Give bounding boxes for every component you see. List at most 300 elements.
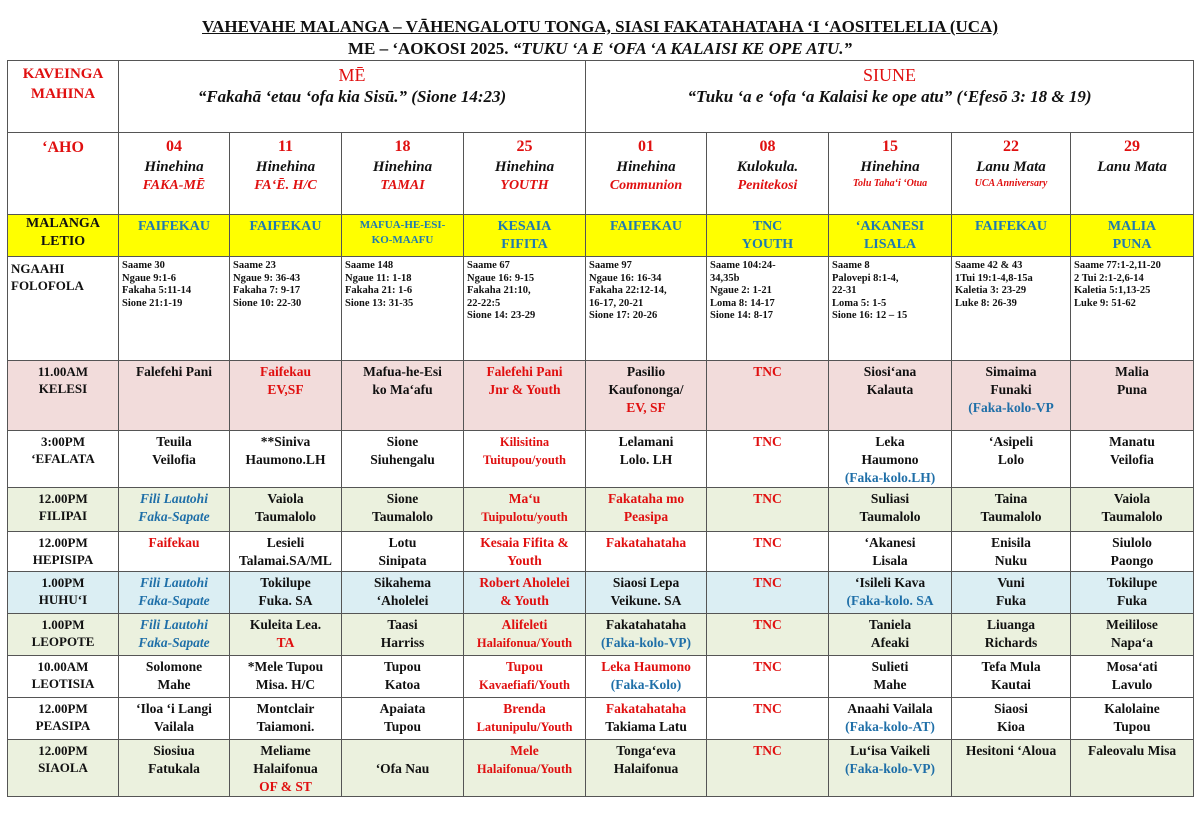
date-day: 04: [166, 138, 182, 155]
roster-table: [7, 60, 1194, 797]
scripture-reading: Sione 10: 22-30: [233, 297, 302, 309]
scripture-reading: Palovepi 8:1-4,: [832, 272, 899, 284]
date-colour: Hinehina: [616, 159, 676, 175]
radio-label-cell: [8, 215, 119, 257]
preacher-name: & Youth: [500, 593, 549, 608]
preacher-name: Taumalolo: [254, 509, 317, 524]
scripture-reading: Ngaue 16: 16-34: [589, 272, 662, 284]
preacher-name: (Faka-Kolo): [610, 677, 682, 692]
preacher-cell: [707, 614, 829, 656]
preacher-name: Takiama Latu: [605, 719, 687, 734]
scripture-reading: Fakaha 22:12-14,: [589, 285, 667, 296]
service-location-cell: [8, 656, 119, 698]
date-cell: [952, 133, 1071, 215]
preacher-name: Lu‘isa Vaikeli: [850, 743, 930, 758]
date-occasion: Communion: [609, 178, 683, 193]
preacher-cell: [464, 488, 586, 532]
preacher-name: Haumono: [861, 452, 919, 467]
service-location: LEOPOTE: [31, 634, 95, 649]
service-location-cell: [8, 431, 119, 488]
scripture-reading: Fakaha 7: 9-17: [233, 285, 301, 296]
preacher-name: Veikune. SA: [610, 593, 682, 608]
date-day: 18: [394, 138, 411, 155]
preacher-cell: [586, 740, 707, 797]
preacher-cell: [1071, 488, 1194, 532]
radio-preacher: FAIFEKAU: [609, 219, 683, 234]
preacher-name: Fatukala: [148, 761, 200, 776]
preacher-cell: [829, 740, 952, 797]
month-name: MĒ: [338, 65, 366, 85]
preacher-cell: [342, 614, 464, 656]
preacher-name: Lelamani: [618, 434, 674, 449]
preacher-name: Mosa‘ati: [1106, 659, 1158, 674]
scripture-reading: 22-31: [832, 285, 857, 296]
service-row: [8, 698, 1194, 740]
preacher-name: Brenda: [503, 701, 546, 716]
preacher-cell: [464, 656, 586, 698]
radio-preacher: MALIA: [1107, 219, 1157, 234]
readings-label-cell: [8, 257, 119, 361]
preacher-name: Mafua-he-Esi: [363, 364, 442, 379]
preacher-name: Pasilio: [626, 364, 666, 379]
preacher-name: Enisila: [991, 535, 1031, 550]
preacher-cell: [829, 656, 952, 698]
date-cell: [342, 133, 464, 215]
service-time: 12.00PM: [38, 701, 88, 716]
preacher-cell: [707, 361, 829, 431]
preacher-name: EV, SF: [626, 400, 666, 415]
preacher-cell: [342, 656, 464, 698]
preacher-name: Mahe: [157, 677, 191, 692]
service-location-cell: [8, 361, 119, 431]
preacher-cell: [342, 740, 464, 797]
preacher-name: Vaiola: [267, 491, 304, 506]
preacher-name: Siaosi Lepa: [612, 575, 680, 590]
scripture-reading: Ngaue 11: 1-18: [345, 272, 412, 284]
service-row: [8, 572, 1194, 614]
preacher-name: Taina: [994, 491, 1028, 506]
scripture-reading: Sione 16: 12 – 15: [832, 310, 908, 321]
preacher-name: EV,SF: [267, 382, 304, 397]
date-cell: [464, 133, 586, 215]
preacher-name: Kilisitina: [499, 435, 550, 449]
preacher-name: Richards: [984, 635, 1038, 650]
date-occasion: FA‘Ē. H/C: [254, 178, 317, 193]
preacher-name: Alifeleti: [501, 617, 548, 632]
preacher-name: Fuka. SA: [258, 593, 313, 608]
readings-cell: [119, 257, 230, 361]
preacher-cell: [707, 740, 829, 797]
preacher-name: Harriss: [380, 635, 425, 650]
kaveinga-label: KAVEINGA: [22, 66, 104, 82]
preacher-name: Tuitupou/youth: [483, 453, 566, 467]
scripture-reading: Ngaue 2: 1-21: [710, 285, 772, 296]
scripture-reading: 22-22:5: [467, 297, 501, 309]
preacher-name: Sinipata: [378, 553, 427, 568]
preacher-name: Mahe: [873, 677, 907, 692]
scripture-reading: Saame 148: [345, 260, 394, 271]
preacher-name: Lolo. LH: [619, 452, 673, 467]
preacher-name: Funaki: [990, 382, 1032, 397]
preacher-name: Lisala: [872, 553, 908, 568]
preacher-name: TNC: [753, 743, 782, 758]
preacher-name: Veilofia: [152, 452, 196, 467]
scripture-reading: Saame 67: [467, 260, 510, 271]
radio-preacher-cell: [119, 215, 230, 257]
month-header-row: [8, 61, 1194, 133]
date-colour: Hinehina: [255, 159, 316, 175]
preacher-name: Falefehi Pani: [135, 364, 213, 379]
scripture-reading: 2 Tui 2:1-2,6-14: [1074, 272, 1144, 284]
scripture-reading: Sione 17: 20-26: [589, 310, 658, 321]
scripture-reading: Luke 8: 26-39: [955, 297, 1017, 309]
preacher-cell: [119, 740, 230, 797]
preacher-name: Solomone: [145, 659, 203, 674]
scripture-reading: Kaletia 5:1,13-25: [1074, 285, 1151, 296]
preacher-cell: [230, 431, 342, 488]
preacher-cell: [464, 614, 586, 656]
preacher-name: Tupou: [1113, 719, 1151, 734]
date-cell: [1071, 133, 1194, 215]
date-cell: [586, 133, 707, 215]
preacher-cell: [119, 532, 230, 572]
preacher-name: Meililose: [1106, 617, 1158, 632]
preacher-name: Halaifonua: [253, 761, 318, 776]
service-location: SIAOLA: [38, 760, 88, 775]
preacher-name: TNC: [753, 364, 782, 379]
preacher-name: Simaima: [985, 364, 1037, 379]
radio-preacher-cell: [586, 215, 707, 257]
date-occasion: FAKA-MĒ: [142, 178, 206, 193]
radio-preacher-cell: [230, 215, 342, 257]
preacher-name: TA: [276, 635, 295, 650]
preacher-cell: [230, 698, 342, 740]
scripture-reading: Saame 23: [233, 260, 276, 271]
preacher-cell: [952, 698, 1071, 740]
scripture-reading: Loma 8: 14-17: [710, 297, 775, 309]
service-location: HEPISIPA: [32, 552, 94, 567]
preacher-name: TNC: [753, 659, 782, 674]
preacher-name: Sikahema: [373, 575, 431, 590]
preacher-name: Fili Lautohi: [140, 575, 208, 590]
scripture-reading: Saame 77:1-2,11-20: [1074, 260, 1161, 271]
readings-cell: [952, 257, 1071, 361]
preacher-name: Taumalolo: [859, 509, 921, 524]
service-time: 3:00PM: [40, 434, 86, 449]
month-theme: “Fakahā ‘etau ‘ofa kia Sisū.” (Sione 14:23): [197, 87, 507, 106]
preacher-cell: [1071, 698, 1194, 740]
preacher-cell: [707, 431, 829, 488]
date-colour: Hinehina: [372, 159, 433, 175]
preacher-cell: [829, 361, 952, 431]
preacher-cell: [952, 740, 1071, 797]
preacher-cell: [230, 656, 342, 698]
preacher-cell: [586, 431, 707, 488]
radio-preacher: FIFITA: [501, 237, 548, 252]
preacher-name: Faka-Sapate: [138, 509, 210, 524]
preacher-name: Tefa Mula: [981, 659, 1041, 674]
preacher-name: Halaifonua: [613, 761, 679, 776]
preacher-name: Afeaki: [870, 635, 910, 650]
preacher-cell: [230, 361, 342, 431]
preacher-cell: [586, 572, 707, 614]
service-time: 12.00PM: [38, 743, 88, 758]
scripture-reading: Saame 97: [589, 260, 632, 271]
preacher-name: ‘Asipeli: [988, 434, 1034, 449]
scripture-reading: 16-17, 20-21: [589, 297, 644, 309]
service-row: [8, 488, 1194, 532]
preacher-name: Vaiola: [1113, 491, 1151, 506]
preacher-cell: [230, 740, 342, 797]
preacher-name: Kaufononga/: [608, 382, 684, 397]
preacher-cell: [829, 614, 952, 656]
preacher-cell: [586, 361, 707, 431]
preacher-cell: [342, 572, 464, 614]
preacher-name: Suliasi: [870, 491, 910, 506]
preacher-name: Siulolo: [1112, 535, 1152, 550]
date-day: 15: [882, 138, 899, 155]
preacher-cell: [342, 698, 464, 740]
preacher-name: Tuipulotu/youth: [481, 510, 568, 524]
service-location-cell: [8, 614, 119, 656]
radio-preacher-cell: [1071, 215, 1194, 257]
document-subtitle: ME – ‘AOKOSI 2025. “TUKU ‘A E ‘OFA ‘A KALAISI KE OPE ATU.”: [347, 39, 853, 58]
preacher-name: TNC: [753, 701, 782, 716]
preacher-cell: [230, 488, 342, 532]
preacher-cell: [119, 488, 230, 532]
date-day: 22: [1003, 138, 1020, 155]
preacher-name: Misa. H/C: [255, 677, 316, 692]
preacher-name: (Faka-kolo-AT): [845, 719, 935, 734]
service-location-cell: [8, 698, 119, 740]
preacher-name: Meliame: [260, 743, 311, 758]
radio-preacher: FAIFEKAU: [137, 219, 211, 234]
preacher-name: Ma‘u: [508, 491, 541, 506]
date-day: 29: [1124, 138, 1141, 155]
preacher-cell: [829, 532, 952, 572]
date-occasion: TAMAI: [380, 178, 425, 193]
readings-cell: [342, 257, 464, 361]
date-day: 25: [516, 138, 533, 155]
preacher-name: Kioa: [997, 719, 1025, 734]
radio-preacher-cell: [829, 215, 952, 257]
scripture-reading: Sione 21:1-19: [122, 297, 183, 309]
scripture-reading: Kaletia 3: 23-29: [955, 285, 1027, 296]
service-time: 12.00PM: [38, 535, 88, 550]
preacher-name: ‘Aholelei: [376, 593, 429, 608]
preacher-name: (Faka-kolo-VP): [845, 761, 936, 776]
preacher-name: Jnr & Youth: [488, 382, 561, 397]
preacher-name: Taumalolo: [1101, 509, 1163, 524]
preacher-cell: [707, 656, 829, 698]
preacher-cell: [829, 488, 952, 532]
preacher-cell: [586, 488, 707, 532]
radio-label: MALANGA: [26, 216, 100, 231]
preacher-cell: [119, 656, 230, 698]
radio-preacher: PUNA: [1112, 237, 1152, 252]
scripture-reading: Ngaue 16: 9-15: [467, 272, 535, 284]
preacher-name: Sulieti: [871, 659, 909, 674]
preacher-cell: [952, 572, 1071, 614]
month-june-header: [586, 61, 1194, 133]
scripture-reading: 1Tui 19:1-4,8-15a: [955, 272, 1033, 284]
service-row: [8, 614, 1194, 656]
preacher-name: Apaiata: [379, 701, 426, 716]
preacher-name: Peasipa: [623, 509, 669, 524]
preacher-name: Taumalolo: [371, 509, 434, 524]
preacher-cell: [119, 361, 230, 431]
radio-row: [8, 215, 1194, 257]
preacher-name: Latunipulu/Youth: [476, 720, 573, 734]
scripture-reading: Fakaha 21:10,: [467, 285, 531, 296]
preacher-name: Robert Aholelei: [479, 575, 570, 590]
preacher-cell: [464, 698, 586, 740]
preacher-name: ‘Iloa ‘i Langi: [136, 701, 212, 716]
preacher-cell: [464, 572, 586, 614]
preacher-name: Fili Lautohi: [140, 617, 208, 632]
service-location-cell: [8, 740, 119, 797]
scripture-reading: Saame 8: [832, 260, 870, 271]
preacher-name: Siuhengalu: [370, 452, 435, 467]
scripture-reading: Fakaha 5:11-14: [122, 285, 192, 296]
readings-cell: [1071, 257, 1194, 361]
preacher-cell: [707, 488, 829, 532]
preacher-name: Kautai: [991, 677, 1031, 692]
preacher-name: TNC: [753, 617, 782, 632]
preacher-cell: [829, 698, 952, 740]
preacher-name: Mele: [510, 743, 539, 758]
preacher-cell: [952, 361, 1071, 431]
preacher-cell: [952, 656, 1071, 698]
readings-cell: [829, 257, 952, 361]
preacher-name: Halaifonua/Youth: [476, 762, 573, 776]
preacher-name: TNC: [753, 434, 782, 449]
date-colour: Lanu Mata: [976, 159, 1046, 175]
scripture-reading: Saame 30: [122, 260, 165, 271]
preacher-name: Tupou: [383, 659, 422, 674]
preacher-name: Teuila: [156, 434, 192, 449]
preacher-cell: [1071, 740, 1194, 797]
preacher-name: Vuni: [997, 575, 1025, 590]
preacher-name: Fakatahataha: [605, 535, 687, 550]
month-name: SIUNE: [863, 65, 917, 85]
preacher-name: Sione: [386, 434, 419, 449]
service-time: 11.00AM: [37, 364, 89, 379]
scripture-reading: Ngaue 9: 36-43: [233, 272, 301, 284]
preacher-name: *Mele Tupou: [247, 659, 324, 674]
preacher-cell: [586, 656, 707, 698]
preacher-name: Leka: [875, 434, 905, 449]
preacher-name: Leka Haumono: [601, 659, 691, 674]
scripture-reading: Saame 104:24-: [710, 260, 776, 271]
document-title: VAHEVAHE MALANGA – VĀHENGALOTU TONGA, SIASI FAKATAHATAHA ‘I ‘AOSITELELIA (UCA): [202, 17, 998, 36]
preacher-cell: [1071, 614, 1194, 656]
preacher-name: Lesieli: [266, 535, 305, 550]
date-day: 01: [638, 138, 655, 155]
scripture-reading: Loma 5: 1-5: [832, 297, 887, 309]
readings-row: [8, 257, 1194, 361]
preacher-cell: [464, 361, 586, 431]
date-occasion: Penitekosi: [737, 178, 798, 193]
service-location: ‘EFALATA: [31, 451, 95, 466]
radio-preacher-cell: [342, 215, 464, 257]
preacher-name: (Faka-kolo.LH): [844, 470, 936, 485]
preacher-cell: [707, 532, 829, 572]
preacher-name: ko Ma‘afu: [372, 382, 433, 397]
service-row: [8, 656, 1194, 698]
preacher-name: Montclair: [256, 701, 315, 716]
preacher-name: Siaosi: [994, 701, 1028, 716]
preacher-name: Kalauta: [866, 382, 914, 397]
preacher-name: TNC: [753, 535, 782, 550]
preacher-name: Faifekau: [259, 364, 311, 379]
service-location: KELESI: [38, 381, 88, 396]
preacher-cell: [464, 740, 586, 797]
date-colour: Hinehina: [860, 159, 920, 175]
service-location: HUHU‘I: [38, 592, 88, 607]
radio-preacher-cell: [952, 215, 1071, 257]
mahina-label: MAHINA: [30, 86, 96, 102]
preacher-name: Falefehi Pani: [486, 364, 563, 379]
preacher-name: Halaifonua/Youth: [476, 636, 573, 650]
preacher-name: Lolo: [997, 452, 1025, 467]
preacher-cell: [586, 614, 707, 656]
preacher-cell: [586, 698, 707, 740]
preacher-cell: [342, 431, 464, 488]
service-time: 1.00PM: [41, 575, 85, 590]
preacher-name: Puna: [1117, 382, 1148, 397]
scripture-reading: Ngaue 9:1-6: [122, 272, 176, 284]
preacher-name: Taniela: [868, 617, 912, 632]
preacher-cell: [464, 532, 586, 572]
preacher-name: Taumalolo: [980, 509, 1042, 524]
date-cell: [119, 133, 230, 215]
preacher-name: Fakatahataha: [605, 701, 687, 716]
corner-cell: [8, 61, 119, 133]
preacher-name: Vailala: [153, 719, 194, 734]
preacher-name: Youth: [507, 553, 542, 568]
date-occasion: UCA Anniversary: [974, 178, 1048, 189]
preacher-name: [345, 742, 460, 760]
preacher-name: Kalolaine: [1104, 701, 1160, 716]
scripture-reading: Sione 13: 31-35: [345, 297, 414, 309]
preacher-name: Talamai.SA/ML: [239, 553, 332, 568]
preacher-name: Faka-Sapate: [138, 593, 210, 608]
date-colour: Lanu Mata: [1097, 159, 1167, 175]
preacher-cell: [230, 572, 342, 614]
preacher-cell: [230, 614, 342, 656]
date-colour: Hinehina: [144, 159, 204, 175]
preacher-cell: [119, 431, 230, 488]
radio-label: LETIO: [40, 234, 86, 249]
preacher-cell: [829, 431, 952, 488]
preacher-cell: [586, 532, 707, 572]
preacher-name: Anaahi Vailala: [847, 701, 933, 716]
readings-cell: [230, 257, 342, 361]
date-colour: Kulokula.: [736, 159, 799, 175]
date-occasion: Tolu Taha‘i ‘Otua: [852, 178, 928, 189]
preacher-name: Taasi: [387, 617, 418, 632]
preacher-name: ‘Akanesi: [864, 535, 916, 550]
radio-preacher: LISALA: [863, 237, 917, 252]
preacher-name: Tonga‘eva: [616, 743, 676, 758]
preacher-cell: [1071, 572, 1194, 614]
preacher-name: Kavaefiafi/Youth: [479, 678, 570, 692]
radio-preacher-cell: [464, 215, 586, 257]
preacher-name: Lavulo: [1111, 677, 1153, 692]
preacher-name: OF & ST: [259, 779, 312, 794]
preacher-name: (Faka-kolo-VP): [601, 635, 692, 650]
